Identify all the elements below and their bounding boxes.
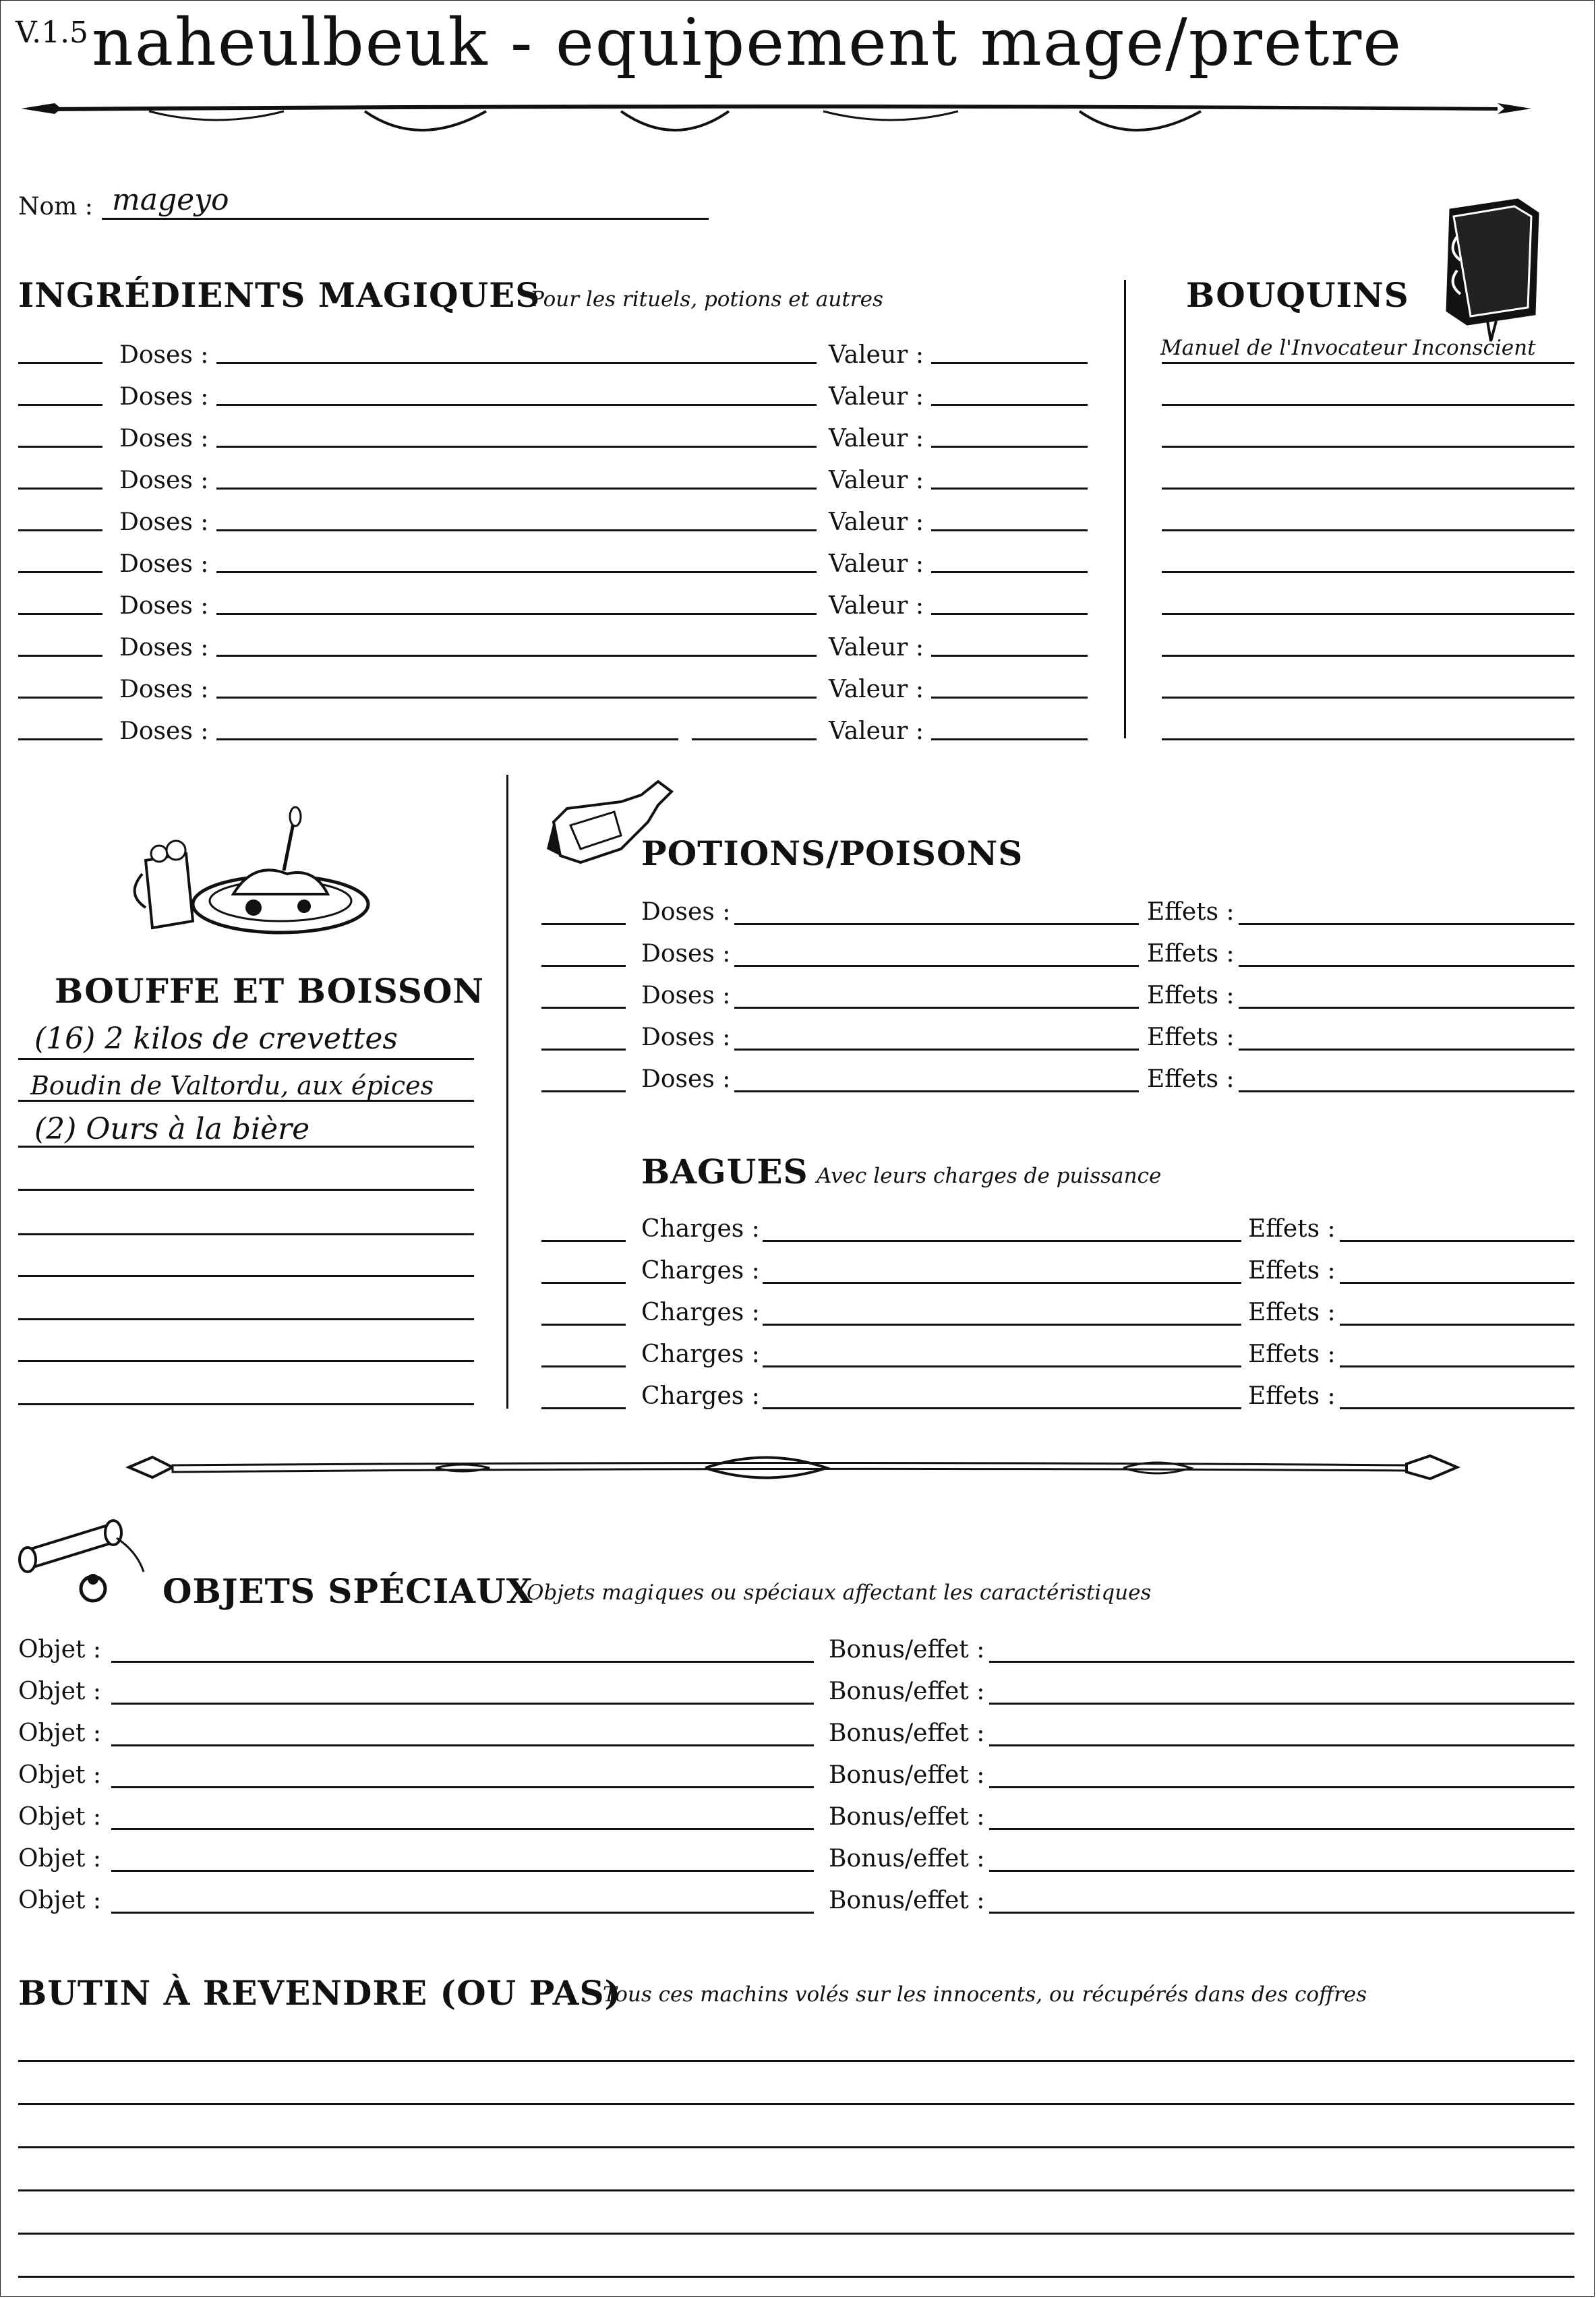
ingredient-value-field[interactable] <box>931 738 1088 740</box>
ring-effects-label: Effets : <box>1248 1340 1336 1368</box>
ingredient-value-field[interactable] <box>931 446 1088 448</box>
ring-effects-label: Effets : <box>1248 1215 1336 1243</box>
food-entry-line[interactable] <box>18 1275 474 1277</box>
potion-qty-field[interactable] <box>541 1090 626 1092</box>
special-object-field[interactable] <box>111 1661 814 1663</box>
special-bonus-field[interactable] <box>989 1703 1574 1705</box>
ingredient-name-field[interactable] <box>216 738 678 740</box>
feast-icon <box>139 806 375 941</box>
food-entry-line[interactable] <box>18 1100 474 1102</box>
food-entry-1[interactable]: (16) 2 kilos de crevettes <box>34 1022 398 1056</box>
special-bonus-label: Bonus/effet : <box>829 1761 985 1789</box>
ingredient-doses-label: Doses : <box>119 717 209 745</box>
ingredient-value-label: Valeur : <box>829 592 924 620</box>
book-entry-line[interactable] <box>1162 613 1574 615</box>
special-object-field[interactable] <box>111 1828 814 1830</box>
ingredient-value-label: Valeur : <box>829 676 924 703</box>
food-divider <box>506 775 508 1409</box>
special-bonus-label: Bonus/effet : <box>829 1636 985 1663</box>
food-entry-line[interactable] <box>18 1318 474 1320</box>
ingredient-value-field[interactable] <box>931 613 1088 615</box>
potion-effects-field[interactable] <box>1239 1049 1574 1051</box>
special-bonus-field[interactable] <box>989 1828 1574 1830</box>
ring-effects-field[interactable] <box>1340 1324 1574 1326</box>
loot-entry-line[interactable] <box>18 2233 1574 2235</box>
book-entry-line[interactable] <box>1162 655 1574 657</box>
ingredient-qty-field[interactable] <box>18 571 102 573</box>
special-bonus-field[interactable] <box>989 1786 1574 1788</box>
loot-entry-line[interactable] <box>18 2060 1574 2062</box>
ingredient-value-field[interactable] <box>931 362 1088 364</box>
potion-effects-field[interactable] <box>1239 1090 1574 1092</box>
ingredient-qty-field[interactable] <box>18 655 102 657</box>
potion-qty-field[interactable] <box>541 923 626 925</box>
special-bonus-field[interactable] <box>989 1661 1574 1663</box>
book-entry-line[interactable] <box>1162 697 1574 699</box>
ring-effects-label: Effets : <box>1248 1257 1336 1285</box>
ingredient-name-field[interactable] <box>216 529 817 531</box>
ingredient-qty-field[interactable] <box>18 404 102 406</box>
ingredient-extra-field[interactable] <box>692 738 817 740</box>
book-entry-line[interactable] <box>1162 362 1574 364</box>
ingredient-value-label: Valeur : <box>829 550 924 578</box>
potions-title: POTIONS/POISONS <box>641 833 1024 873</box>
special-bonus-label: Bonus/effet : <box>829 1803 985 1831</box>
ingredient-qty-field[interactable] <box>18 697 102 699</box>
ring-charges-field[interactable] <box>763 1324 1241 1326</box>
potion-name-field[interactable] <box>734 1090 1139 1092</box>
ingredient-name-field[interactable] <box>216 571 817 573</box>
special-object-label: Objet : <box>18 1719 102 1747</box>
special-object-label: Objet : <box>18 1887 102 1914</box>
special-title: OBJETS SPÉCIAUX <box>162 1571 533 1611</box>
ring-charges-label: Charges : <box>641 1257 760 1285</box>
ingredient-qty-field[interactable] <box>18 362 102 364</box>
ring-charges-label: Charges : <box>641 1299 760 1326</box>
special-object-field[interactable] <box>111 1870 814 1872</box>
ingredient-qty-field[interactable] <box>18 446 102 448</box>
spellbook-icon <box>1437 196 1545 331</box>
scroll-ring-icon <box>16 1511 157 1605</box>
special-object-label: Objet : <box>18 1636 102 1663</box>
book-entry-line[interactable] <box>1162 571 1574 573</box>
special-object-field[interactable] <box>111 1744 814 1746</box>
ingredient-value-field[interactable] <box>931 571 1088 573</box>
books-divider <box>1124 280 1126 738</box>
ingredient-name-field[interactable] <box>216 446 817 448</box>
potion-name-field[interactable] <box>734 1049 1139 1051</box>
potion-qty-field[interactable] <box>541 965 626 967</box>
potion-doses-label: Doses : <box>641 1024 731 1051</box>
food-entry-3[interactable]: (2) Ours à la bière <box>34 1112 310 1146</box>
special-bonus-field[interactable] <box>989 1912 1574 1914</box>
special-bonus-field[interactable] <box>989 1870 1574 1872</box>
version-label: V.1.5 <box>16 16 89 50</box>
ingredient-name-field[interactable] <box>216 655 817 657</box>
ingredient-doses-label: Doses : <box>119 592 209 620</box>
book-entry-line[interactable] <box>1162 404 1574 406</box>
ring-charges-label: Charges : <box>641 1215 760 1243</box>
loot-entry-line[interactable] <box>18 2189 1574 2191</box>
ingredient-qty-field[interactable] <box>18 613 102 615</box>
ingredient-doses-label: Doses : <box>119 425 209 452</box>
potion-name-field[interactable] <box>734 923 1139 925</box>
ring-effects-field[interactable] <box>1340 1407 1574 1409</box>
ring-qty-field[interactable] <box>541 1324 626 1326</box>
ingredient-value-field[interactable] <box>931 404 1088 406</box>
name-label: Nom : <box>18 193 93 220</box>
ingredients-subtitle: Pour les rituels, potions et autres <box>530 287 883 312</box>
potion-doses-label: Doses : <box>641 1065 731 1093</box>
ingredient-qty-field[interactable] <box>18 488 102 490</box>
ring-effects-field[interactable] <box>1340 1282 1574 1284</box>
potion-name-field[interactable] <box>734 1007 1139 1009</box>
ingredient-value-field[interactable] <box>931 655 1088 657</box>
ingredient-value-label: Valeur : <box>829 341 924 369</box>
potion-effects-field[interactable] <box>1239 923 1574 925</box>
ring-qty-field[interactable] <box>541 1365 626 1367</box>
magic-staff-icon <box>125 1444 1460 1498</box>
potion-qty-field[interactable] <box>541 1007 626 1009</box>
ring-charges-field[interactable] <box>763 1240 1241 1242</box>
potion-effects-label: Effets : <box>1147 898 1235 926</box>
potion-name-field[interactable] <box>734 965 1139 967</box>
special-object-label: Objet : <box>18 1761 102 1789</box>
book-entry-line[interactable] <box>1162 529 1574 531</box>
ring-charges-field[interactable] <box>763 1407 1241 1409</box>
special-bonus-label: Bonus/effet : <box>829 1678 985 1705</box>
ingredient-value-label: Valeur : <box>829 383 924 411</box>
ingredient-value-label: Valeur : <box>829 717 924 745</box>
food-entry-line[interactable] <box>18 1189 474 1191</box>
rings-title: BAGUES <box>641 1152 808 1191</box>
ring-qty-field[interactable] <box>541 1282 626 1284</box>
food-entry-2[interactable]: Boudin de Valtordu, aux épices <box>30 1071 434 1100</box>
potion-effects-label: Effets : <box>1147 1065 1235 1093</box>
special-bonus-label: Bonus/effet : <box>829 1845 985 1873</box>
potion-effects-field[interactable] <box>1239 1007 1574 1009</box>
special-bonus-label: Bonus/effet : <box>829 1719 985 1747</box>
potion-effects-label: Effets : <box>1147 940 1235 968</box>
food-entry-line[interactable] <box>18 1146 474 1148</box>
potion-doses-label: Doses : <box>641 898 731 926</box>
ingredient-qty-field[interactable] <box>18 738 102 740</box>
special-object-label: Objet : <box>18 1845 102 1873</box>
name-value[interactable]: mageyo <box>112 183 229 217</box>
ingredient-name-field[interactable] <box>216 362 817 364</box>
book-entry-line[interactable] <box>1162 738 1574 740</box>
ingredient-doses-label: Doses : <box>119 341 209 369</box>
special-bonus-label: Bonus/effet : <box>829 1887 985 1914</box>
potion-effects-field[interactable] <box>1239 965 1574 967</box>
name-line <box>102 218 709 220</box>
loot-title: BUTIN À REVENDRE (OU PAS) <box>18 1973 622 2013</box>
ingredient-value-field[interactable] <box>931 697 1088 699</box>
special-object-field[interactable] <box>111 1703 814 1705</box>
potion-qty-field[interactable] <box>541 1049 626 1051</box>
special-object-field[interactable] <box>111 1912 814 1914</box>
rings-subtitle: Avec leurs charges de puissance <box>817 1164 1162 1188</box>
ingredient-doses-label: Doses : <box>119 676 209 703</box>
books-title: BOUQUINS <box>1186 275 1409 315</box>
book-entry-line[interactable] <box>1162 446 1574 448</box>
spear-ornament-icon <box>14 88 1538 149</box>
special-subtitle: Objets magiques ou spéciaux affectant les caractéristiques <box>527 1581 1152 1605</box>
ring-effects-label: Effets : <box>1248 1382 1336 1410</box>
ingredient-name-field[interactable] <box>216 404 817 406</box>
ring-qty-field[interactable] <box>541 1407 626 1409</box>
ingredients-title: INGRÉDIENTS MAGIQUES <box>18 275 541 315</box>
ring-charges-field[interactable] <box>763 1365 1241 1367</box>
ingredient-qty-field[interactable] <box>18 529 102 531</box>
ring-effects-field[interactable] <box>1340 1365 1574 1367</box>
book-entry-1[interactable]: Manuel de l'Invocateur Inconscient <box>1160 336 1536 360</box>
ingredient-value-field[interactable] <box>931 488 1088 490</box>
potion-effects-label: Effets : <box>1147 982 1235 1009</box>
potion-effects-label: Effets : <box>1147 1024 1235 1051</box>
ingredient-value-field[interactable] <box>931 529 1088 531</box>
loot-entry-line[interactable] <box>18 2103 1574 2105</box>
food-entry-line[interactable] <box>18 1058 474 1060</box>
ingredient-doses-label: Doses : <box>119 467 209 494</box>
food-entry-line[interactable] <box>18 1360 474 1362</box>
ingredient-value-label: Valeur : <box>829 425 924 452</box>
food-entry-line[interactable] <box>18 1403 474 1405</box>
food-entry-line[interactable] <box>18 1233 474 1235</box>
ingredient-doses-label: Doses : <box>119 634 209 661</box>
special-object-label: Objet : <box>18 1678 102 1705</box>
special-object-label: Objet : <box>18 1803 102 1831</box>
ring-charges-field[interactable] <box>763 1282 1241 1284</box>
loot-entry-line[interactable] <box>18 2146 1574 2148</box>
ingredient-value-label: Valeur : <box>829 634 924 661</box>
page-title: naheulbeuk - equipement mage/pretre <box>92 5 1403 80</box>
ingredient-name-field[interactable] <box>216 488 817 490</box>
ring-effects-label: Effets : <box>1248 1299 1336 1326</box>
food-title: BOUFFE ET BOISSON <box>55 971 485 1011</box>
potion-doses-label: Doses : <box>641 940 731 968</box>
ring-effects-field[interactable] <box>1340 1240 1574 1242</box>
potion-doses-label: Doses : <box>641 982 731 1009</box>
special-object-field[interactable] <box>111 1786 814 1788</box>
loot-subtitle: Tous ces machins volés sur les innocents, ou récupérés dans des coffres <box>603 1982 1367 2007</box>
ring-charges-label: Charges : <box>641 1340 760 1368</box>
ingredient-name-field[interactable] <box>216 697 817 699</box>
ingredient-doses-label: Doses : <box>119 383 209 411</box>
special-bonus-field[interactable] <box>989 1744 1574 1746</box>
loot-entry-line[interactable] <box>18 2276 1574 2278</box>
ingredient-name-field[interactable] <box>216 613 817 615</box>
ring-charges-label: Charges : <box>641 1382 760 1410</box>
ingredient-value-label: Valeur : <box>829 508 924 536</box>
ring-qty-field[interactable] <box>541 1240 626 1242</box>
ingredient-value-label: Valeur : <box>829 467 924 494</box>
ingredient-doses-label: Doses : <box>119 550 209 578</box>
ingredient-doses-label: Doses : <box>119 508 209 536</box>
book-entry-line[interactable] <box>1162 488 1574 490</box>
